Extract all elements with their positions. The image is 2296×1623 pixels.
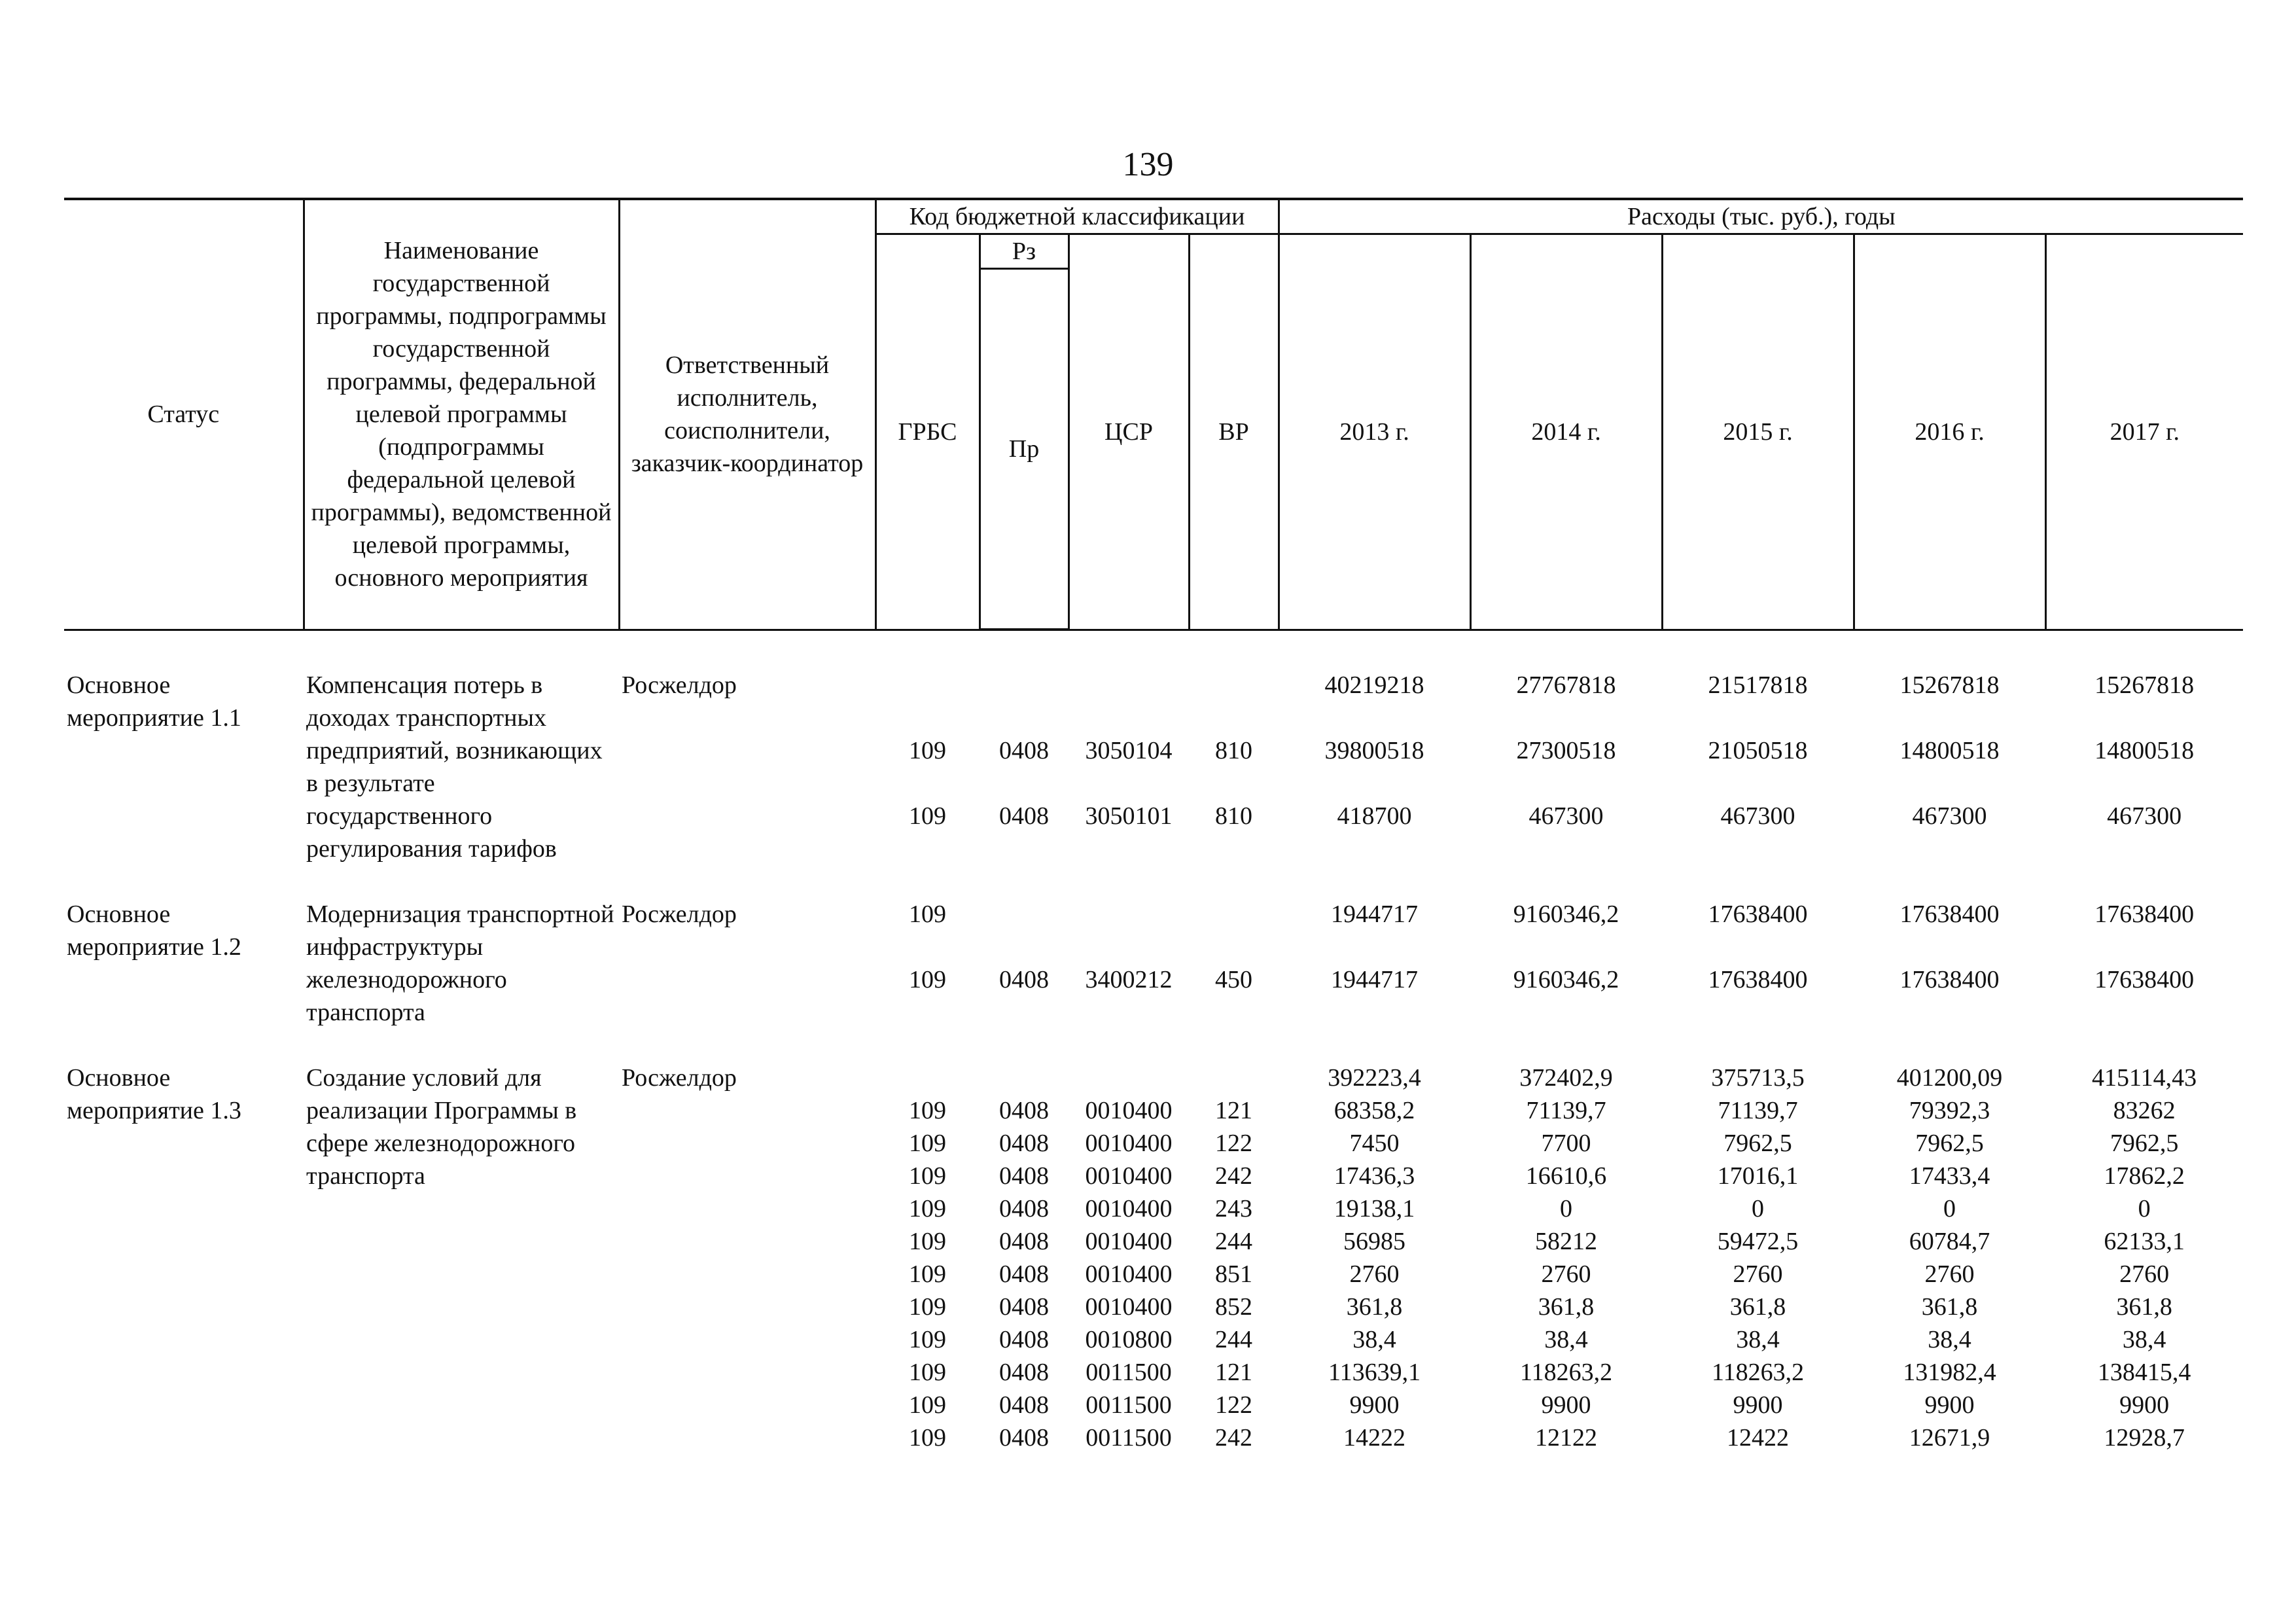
cell-csr: 0010400 bbox=[1085, 1260, 1173, 1288]
cell-grbs: 109 bbox=[909, 1391, 946, 1419]
cell-rzpr: 0408 bbox=[999, 1097, 1049, 1124]
cell-vr: 242 bbox=[1215, 1162, 1253, 1190]
cell-csr: 3050104 bbox=[1085, 737, 1173, 764]
cell-rzpr: 0408 bbox=[999, 1162, 1049, 1190]
cell-vr: 810 bbox=[1215, 737, 1253, 764]
header-year-2014: 2014 г. bbox=[1470, 234, 1662, 630]
cell-vr: 121 bbox=[1215, 1097, 1253, 1124]
cell-rzpr: 0408 bbox=[999, 1424, 1049, 1452]
cell-vr: 244 bbox=[1215, 1228, 1253, 1255]
cell-csr: 0010800 bbox=[1085, 1326, 1173, 1353]
cell-amount-2015: 375713,5 bbox=[1711, 1064, 1805, 1092]
row-status: Основное мероприятие 1.1 bbox=[67, 671, 241, 732]
cell-amount-2016: 9900 bbox=[1924, 1391, 1975, 1419]
header-grbs: ГРБС bbox=[875, 234, 980, 630]
cell-amount-2017: 38,4 bbox=[2122, 1326, 2166, 1353]
cell-amount-2016: 131982,4 bbox=[1903, 1359, 1996, 1386]
cell-grbs bbox=[875, 669, 980, 734]
cell-amount-2017: 467300 bbox=[2107, 802, 2182, 830]
row-name: Создание условий для реализации Программы в сфере железнодорожного транспорта bbox=[306, 1064, 577, 1190]
cell-vr: 122 bbox=[1215, 1391, 1253, 1419]
table-body bbox=[64, 630, 2243, 1454]
cell-csr: 0010400 bbox=[1085, 1097, 1173, 1124]
cell-amount-2013: 38,4 bbox=[1352, 1326, 1396, 1353]
cell-rzpr bbox=[980, 1061, 1069, 1094]
cell-csr: 0010400 bbox=[1085, 1195, 1173, 1222]
cell-amount-2017: 415114,43 bbox=[2092, 1064, 2197, 1092]
cell-amount-2017: 17862,2 bbox=[2104, 1162, 2185, 1190]
cell-amount-2015: 17016,1 bbox=[1717, 1162, 1799, 1190]
cell-csr: 0010400 bbox=[1085, 1162, 1173, 1190]
cell-amount-2013: 2760 bbox=[1349, 1260, 1400, 1288]
cell-amount-2016: 17638400 bbox=[1899, 901, 2000, 928]
row-name: Модернизация транспортной инфраструктуры железнодорожного транспорта bbox=[306, 901, 614, 1026]
cell-amount-2013: 392223,4 bbox=[1328, 1064, 1421, 1092]
cell-amount-2013: 68358,2 bbox=[1333, 1097, 1415, 1124]
cell-amount-2014: 7700 bbox=[1541, 1130, 1591, 1157]
cell-amount-2014: 0 bbox=[1560, 1195, 1573, 1222]
cell-grbs: 109 bbox=[909, 737, 946, 764]
header-status: Статус bbox=[64, 199, 304, 630]
cell-rzpr: 0408 bbox=[999, 1326, 1049, 1353]
section-spacer bbox=[64, 865, 2243, 898]
cell-amount-2014: 9900 bbox=[1541, 1391, 1591, 1419]
cell-rzpr: 0408 bbox=[999, 1391, 1049, 1419]
cell-amount-2016: 467300 bbox=[1912, 802, 1987, 830]
cell-vr: 121 bbox=[1215, 1359, 1253, 1386]
row-executor: Росжелдор bbox=[622, 671, 737, 699]
header-budget-code: Код бюджетной классификации bbox=[875, 199, 1279, 234]
cell-amount-2013: 361,8 bbox=[1346, 1293, 1403, 1321]
cell-amount-2015: 467300 bbox=[1720, 802, 1795, 830]
cell-amount-2015: 21050518 bbox=[1708, 737, 1808, 764]
cell-vr: 852 bbox=[1215, 1293, 1253, 1321]
cell-vr: 810 bbox=[1215, 802, 1253, 830]
row-status: Основное мероприятие 1.2 bbox=[67, 901, 241, 961]
cell-amount-2015: 38,4 bbox=[1736, 1326, 1780, 1353]
spacer-cell bbox=[64, 630, 2243, 669]
cell-rzpr: 0408 bbox=[999, 966, 1049, 993]
cell-amount-2014: 27300518 bbox=[1516, 737, 1616, 764]
header-vr: ВР bbox=[1189, 234, 1279, 630]
header-name: Наименование государственной программы, подпрограммы государственной программы, федеральной целевой программы (подпрограммы федеральной целевой программы), ведомственной целевой программы, основного мероприятия bbox=[304, 199, 619, 630]
header-year-2015: 2015 г. bbox=[1662, 234, 1854, 630]
cell-amount-2014: 58212 bbox=[1535, 1228, 1598, 1255]
cell-amount-2014: 118263,2 bbox=[1520, 1359, 1613, 1386]
cell-amount-2015: 17638400 bbox=[1708, 966, 1808, 993]
cell-grbs: 109 bbox=[909, 1097, 946, 1124]
cell-rzpr: 0408 bbox=[999, 1195, 1049, 1222]
budget-table bbox=[64, 198, 2243, 1454]
cell-csr bbox=[1069, 898, 1189, 963]
cell-grbs: 109 bbox=[909, 1228, 946, 1255]
cell-rzpr bbox=[980, 669, 1069, 734]
cell-amount-2017: 15267818 bbox=[2094, 671, 2195, 699]
cell-amount-2017: 17638400 bbox=[2094, 901, 2195, 928]
cell-amount-2015: 2760 bbox=[1733, 1260, 1783, 1288]
cell-amount-2017: 7962,5 bbox=[2110, 1130, 2179, 1157]
cell-amount-2015: 7962,5 bbox=[1723, 1130, 1792, 1157]
header-year-2016: 2016 г. bbox=[1854, 234, 2045, 630]
cell-amount-2017: 2760 bbox=[2119, 1260, 2170, 1288]
cell-amount-2013: 56985 bbox=[1343, 1228, 1406, 1255]
cell-amount-2017: 14800518 bbox=[2094, 737, 2195, 764]
header-executor: Ответственный исполнитель, соисполнители, заказчик-координатор bbox=[619, 199, 875, 630]
cell-amount-2013: 40219218 bbox=[1324, 671, 1424, 699]
cell-amount-2017: 62133,1 bbox=[2104, 1228, 2185, 1255]
cell-amount-2016: 60784,7 bbox=[1909, 1228, 1990, 1255]
cell-amount-2013: 7450 bbox=[1349, 1130, 1400, 1157]
table-header bbox=[64, 199, 2243, 630]
cell-amount-2014: 12122 bbox=[1535, 1424, 1598, 1452]
cell-amount-2015: 59472,5 bbox=[1717, 1228, 1799, 1255]
cell-amount-2016: 401200,09 bbox=[1896, 1064, 2003, 1092]
cell-vr: 242 bbox=[1215, 1424, 1253, 1452]
cell-vr bbox=[1189, 1061, 1279, 1094]
cell-csr: 0011500 bbox=[1086, 1391, 1172, 1419]
cell-amount-2015: 9900 bbox=[1733, 1391, 1783, 1419]
cell-amount-2014: 467300 bbox=[1528, 802, 1604, 830]
cell-amount-2013: 39800518 bbox=[1324, 737, 1424, 764]
cell-amount-2016: 79392,3 bbox=[1909, 1097, 1990, 1124]
cell-rzpr: 0408 bbox=[999, 802, 1049, 830]
cell-amount-2014: 361,8 bbox=[1538, 1293, 1595, 1321]
cell-amount-2015: 12422 bbox=[1727, 1424, 1790, 1452]
cell-vr: 851 bbox=[1215, 1260, 1253, 1288]
cell-rzpr bbox=[980, 898, 1069, 963]
header-year-2013: 2013 г. bbox=[1279, 234, 1470, 630]
header-csr: ЦСР bbox=[1069, 234, 1189, 630]
cell-amount-2014: 27767818 bbox=[1516, 671, 1616, 699]
table-row bbox=[64, 669, 2243, 734]
cell-amount-2014: 372402,9 bbox=[1519, 1064, 1613, 1092]
cell-amount-2017: 361,8 bbox=[2116, 1293, 2172, 1321]
cell-rzpr: 0408 bbox=[999, 737, 1049, 764]
cell-amount-2013: 113639,1 bbox=[1328, 1359, 1421, 1386]
cell-amount-2017: 12928,7 bbox=[2104, 1424, 2185, 1452]
cell-csr: 3050101 bbox=[1085, 802, 1173, 830]
row-executor: Росжелдор bbox=[622, 1064, 737, 1092]
cell-rzpr: 0408 bbox=[999, 1359, 1049, 1386]
cell-rzpr: 0408 bbox=[999, 1228, 1049, 1255]
cell-rzpr: 0408 bbox=[999, 1130, 1049, 1157]
cell-amount-2016: 361,8 bbox=[1921, 1293, 1978, 1321]
row-status: Основное мероприятие 1.3 bbox=[67, 1064, 241, 1124]
cell-grbs: 109 bbox=[909, 901, 946, 928]
cell-amount-2016: 0 bbox=[1943, 1195, 1956, 1222]
cell-grbs: 109 bbox=[909, 1359, 946, 1386]
cell-amount-2015: 361,8 bbox=[1729, 1293, 1786, 1321]
cell-amount-2015: 17638400 bbox=[1708, 901, 1808, 928]
cell-amount-2015: 21517818 bbox=[1708, 671, 1808, 699]
cell-amount-2016: 15267818 bbox=[1899, 671, 2000, 699]
cell-grbs: 109 bbox=[909, 1130, 946, 1157]
cell-grbs: 109 bbox=[909, 966, 946, 993]
cell-amount-2017: 138415,4 bbox=[2097, 1359, 2191, 1386]
cell-amount-2013: 9900 bbox=[1349, 1391, 1400, 1419]
cell-csr: 3400212 bbox=[1085, 966, 1173, 993]
cell-amount-2017: 9900 bbox=[2119, 1391, 2170, 1419]
cell-amount-2013: 14222 bbox=[1343, 1424, 1406, 1452]
cell-amount-2014: 9160346,2 bbox=[1513, 901, 1619, 928]
cell-csr: 0010400 bbox=[1085, 1228, 1173, 1255]
cell-grbs: 109 bbox=[909, 802, 946, 830]
cell-vr: 243 bbox=[1215, 1195, 1253, 1222]
row-name: Компенсация потерь в доходах транспортных предприятий, возникающих в результате государственного регулирования тарифов bbox=[306, 671, 603, 863]
page-number: 139 bbox=[1122, 146, 1174, 183]
header-pr: Пр bbox=[980, 269, 1069, 630]
table-row bbox=[64, 1061, 2243, 1094]
cell-csr bbox=[1069, 669, 1189, 734]
header-year-2017: 2017 г. bbox=[2045, 234, 2243, 630]
cell-amount-2014: 71139,7 bbox=[1526, 1097, 1606, 1124]
header-expenses: Расходы (тыс. руб.), годы bbox=[1279, 199, 2243, 234]
cell-amount-2013: 17436,3 bbox=[1333, 1162, 1415, 1190]
cell-amount-2017: 17638400 bbox=[2094, 966, 2195, 993]
cell-amount-2016: 38,4 bbox=[1928, 1326, 1971, 1353]
cell-vr bbox=[1189, 898, 1279, 963]
cell-csr: 0011500 bbox=[1086, 1424, 1172, 1452]
cell-grbs: 109 bbox=[909, 1326, 946, 1353]
spacer-cell bbox=[64, 1029, 2243, 1061]
row-executor: Росжелдор bbox=[622, 901, 737, 928]
cell-csr: 0010400 bbox=[1085, 1293, 1173, 1321]
cell-amount-2014: 2760 bbox=[1541, 1260, 1591, 1288]
cell-amount-2015: 0 bbox=[1752, 1195, 1765, 1222]
cell-vr: 450 bbox=[1215, 966, 1253, 993]
cell-grbs: 109 bbox=[909, 1195, 946, 1222]
cell-amount-2016: 7962,5 bbox=[1915, 1130, 1984, 1157]
cell-amount-2013: 19138,1 bbox=[1333, 1195, 1415, 1222]
cell-amount-2016: 2760 bbox=[1924, 1260, 1975, 1288]
cell-csr: 0010400 bbox=[1085, 1130, 1173, 1157]
table-row bbox=[64, 898, 2243, 963]
cell-csr bbox=[1069, 1061, 1189, 1094]
header-rz: Рз bbox=[980, 234, 1069, 269]
cell-amount-2014: 16610,6 bbox=[1525, 1162, 1607, 1190]
cell-amount-2013: 418700 bbox=[1337, 802, 1412, 830]
cell-rzpr: 0408 bbox=[999, 1293, 1049, 1321]
section-spacer bbox=[64, 1029, 2243, 1061]
cell-rzpr: 0408 bbox=[999, 1260, 1049, 1288]
cell-amount-2016: 12671,9 bbox=[1909, 1424, 1990, 1452]
budget-table-container bbox=[64, 198, 2243, 1454]
cell-amount-2016: 17433,4 bbox=[1909, 1162, 1990, 1190]
cell-amount-2015: 71139,7 bbox=[1718, 1097, 1798, 1124]
cell-amount-2017: 0 bbox=[2138, 1195, 2151, 1222]
cell-grbs: 109 bbox=[909, 1424, 946, 1452]
cell-amount-2017: 83262 bbox=[2113, 1097, 2176, 1124]
cell-grbs: 109 bbox=[909, 1260, 946, 1288]
section-spacer bbox=[64, 630, 2243, 669]
cell-amount-2014: 9160346,2 bbox=[1513, 966, 1619, 993]
cell-vr bbox=[1189, 669, 1279, 734]
cell-amount-2013: 1944717 bbox=[1331, 966, 1419, 993]
cell-vr: 244 bbox=[1215, 1326, 1253, 1353]
spacer-cell bbox=[64, 865, 2243, 898]
cell-grbs: 109 bbox=[909, 1162, 946, 1190]
cell-grbs bbox=[875, 1061, 980, 1094]
cell-amount-2014: 38,4 bbox=[1544, 1326, 1588, 1353]
cell-amount-2013: 1944717 bbox=[1331, 901, 1419, 928]
cell-grbs: 109 bbox=[909, 1293, 946, 1321]
cell-amount-2016: 17638400 bbox=[1899, 966, 2000, 993]
cell-vr: 122 bbox=[1215, 1130, 1253, 1157]
cell-amount-2016: 14800518 bbox=[1899, 737, 2000, 764]
cell-amount-2015: 118263,2 bbox=[1712, 1359, 1805, 1386]
cell-csr: 0011500 bbox=[1086, 1359, 1172, 1386]
